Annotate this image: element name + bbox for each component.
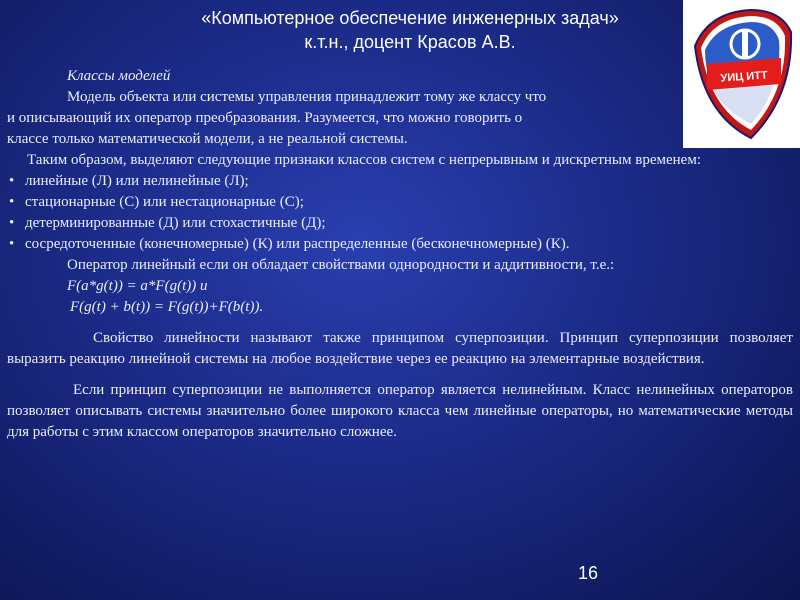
section-heading: Классы моделей — [67, 68, 171, 84]
slide-title: «Компьютерное обеспечение инженерных задач» — [201, 8, 619, 28]
slide-header — [150, 6, 670, 54]
formula-homogeneity: F(a*g(t)) = a*F(g(t)) и — [67, 278, 208, 294]
logo-banner-text: УИЦ ИТТ — [720, 69, 769, 85]
paragraph-1-line-2: и описывающий их оператор преобразования. Разумеется, что можно говорить о — [7, 110, 523, 126]
paragraph-2: Таким образом, выделяют следующие признаки классов систем с непрерывным и дискретным временем: — [27, 152, 701, 168]
paragraph-1-line-3: классе только математической модели, а не реальной системы. — [7, 131, 408, 147]
slide-body — [7, 66, 793, 443]
page-number: 16 — [578, 563, 599, 583]
paragraph-4: Свойство линейности называют также принципом суперпозиции. Принцип суперпозиции позволяет выразить реакцию линейной системы на любое воздействие через ее реакцию на элементарные воздействия. — [7, 330, 793, 367]
paragraph-5: Если принцип суперпозиции не выполняется оператор является нелинейным. Класс нелинейных операторов позволяет описывать системы значительно более широкого класса чем линейные операторы, но математические методы для работы с этим классом операторов значительно сложнее. — [7, 382, 793, 440]
bullet-item: • детерминированные (Д) или стохастичные (Д); — [7, 213, 793, 234]
slide-author: к.т.н., доцент Красов А.В. — [304, 32, 516, 52]
bullet-item: • стационарные (С) или нестационарные (С); — [7, 192, 793, 213]
paragraph-1-line-1: Модель объекта или системы управления принадлежит тому же классу что — [67, 89, 547, 105]
bullet-item: • сосредоточенные (конечномерные) (К) или распределенные (бесконечномерные) (К). — [7, 234, 793, 255]
paragraph-3: Оператор линейный если он обладает свойствами однородности и аддитивности, т.е.: — [67, 257, 615, 273]
bullet-item: • линейные (Л) или нелинейные (Л); — [7, 171, 793, 192]
formula-additivity: F(g(t) + b(t)) = F(g(t))+F(b(t)). — [70, 299, 264, 315]
